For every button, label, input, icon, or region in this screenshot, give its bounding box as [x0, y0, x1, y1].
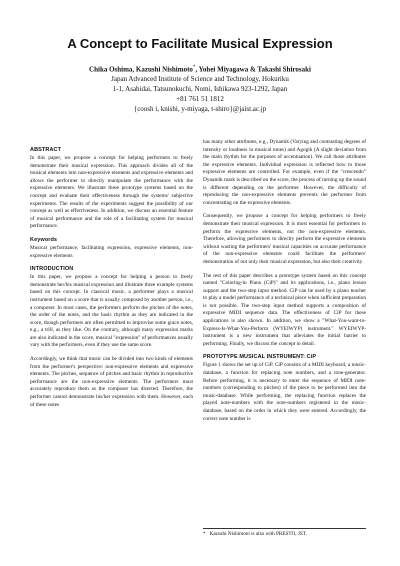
keywords-heading: Keywords — [30, 236, 58, 243]
address: 1-1, Asahidai, Tatsunokuchi, Nomi, Ishikawa 923-1292, Japan — [112, 85, 288, 94]
abstract-text: In this paper, we propose a concept for helping performers to freely demonstrate their musical expression. This approach divides all of the musical elements into non-expressive elements and expressive elements and allows the performer to directly manipulate the performance with the expressive elements. We illustrate three prototype systems based on the concept and evaluate their effectiveness through the systems' subjective experiments. The results of the experiments suggest the possibility of our concept as well as effectiveness. In addition, we discuss an essential feature of musical performance and the role of a facilitating system for musical performance. — [30, 155, 193, 230]
introduction-paragraph-2: Accordingly, we think that music can be divided into two kinds of elements from the performer's perspective: non-expressive elements and expressive elements. The pitches, sequence of pitches and basic rhythm in reproductive performance are the non-expressive elements. The performers must accurately reproduce them as the composer has directed. Therefore, the performer cannot demonstrate his/her expression with them. However, each of these notes — [30, 356, 193, 408]
footnote-star: * — [203, 531, 206, 537]
prototype-section-heading: PROTOTYPE MUSICAL INSTRUMENT: CiP — [203, 354, 317, 361]
author-names-head: Chika Oshima, Kazushi Nishimoto — [89, 65, 193, 74]
left-column — [30, 143, 193, 415]
footnote-text: Kazushi Nishimoto is also with PRESTO, JST. — [209, 531, 307, 537]
author-names — [0, 63, 400, 74]
introduction-paragraph-1: In this paper, we propose a concept for helping a person to freely demonstrate her/his musical expression and illustrate three example systems based on this concept. In classical music, a performer plays a musical instrument based on a score that is usually composed by another person, i.e., a composer. In most cases, the performers perform the pitches of the notes, the order of the notes, and the basic rhythm as they are indicated in the score, though performers are often permitted to improvise some grace notes, e.g., a trill, as they like. On the contrary, although many expression marks are also indicated in the score, musical "expression" of performances usually vary with the performers, even if they use the same score. — [30, 274, 193, 349]
author-names-tail: , Yohei Miyagawa & Takashi Shirosaki — [195, 65, 311, 74]
paper-title: A Concept to Facilitate Musical Expression — [67, 36, 333, 51]
body-paragraph-2: Consequently, we propose a concept for helping performers to freely demonstrate their musical expression. It is most essential for performers to perform the expressive elements, not the non-expressive elements. Therefore, allowing performers to directly perform the expressive elements without wasting the performers' musical capacities on accurate performance of the non-expressive elements could facilitate the performers' demonstration of not only their musical expression, but also their creativity. — [203, 213, 366, 265]
affiliation: Japan Advanced Institute of Science and Technology, Hokuriku — [111, 75, 289, 84]
author-block — [0, 63, 400, 114]
footnote — [203, 528, 366, 538]
body-paragraph-1: has many other attributes, e.g., Dynamik (Varying and contrasting degrees of intensity or loudness in musical tones) and Agogik (A slight deviation from the main rhythm for the purposes of accentuation). We call those attributes the expressive elements. Individual expression is reflected how to those expressive elements are controlled. For example, even if the "crescendo" Dynamik mark is described on the score, the process of turning up the sound is different depending on the performer. However, the difficulty of reproducing the non-expressive elements prevents the performer from concentrating on the expressive elements. — [203, 139, 366, 206]
author-star: * — [192, 65, 196, 70]
body-paragraph-4: Figure 1 shows the set up of CiP. CiP consists of a MIDI keyboard, a music-database, a function for replacing note numbers, and a tone-generator. Before performing, it is necessary to enter the sequence of MIDI note-numbers (corresponding to pitches) of the piece to be performed into the music-database. While performing, the replacing function replaces the played note-numbers with the note-numbers registered in the music-database, based on the order in which they were entered. Accordingly, the correct note number is — [203, 362, 366, 422]
email: {coosh i, knishi, y-miyaga, t-shiro}@jaist.ac.jp — [133, 105, 267, 114]
phone: +81 761 51 1812 — [176, 95, 224, 104]
introduction-heading: INTRODUCTION — [30, 266, 74, 273]
right-column — [203, 139, 366, 429]
body-paragraph-3: The rest of this paper describes a prototype system based on this concept named "Coloring-in Piano (CiP)" and its applications, i.e., piano lesson support and the two-step input method. CiP can be used by a piano teacher to play a model performance of a technical piece when sufficient preparation is not possible. The two-step input method supports a composition of expressive MIDI sequence data. The effectiveness of CiP for these applications is also shown. In addition, we show a "What-You-want-to-Express-Is-What-You-Perform (WYEIWYP) instrument." WYEIWYP-instrument is a new instrument that alleviates the initial barrier to performing. Finally, we discuss the concept in detail. — [203, 272, 366, 347]
abstract-heading: ABSTRACT — [30, 147, 62, 153]
keywords-text: Musical performance, facilitating expression, expressive elements, non-expressive elements — [30, 244, 193, 259]
